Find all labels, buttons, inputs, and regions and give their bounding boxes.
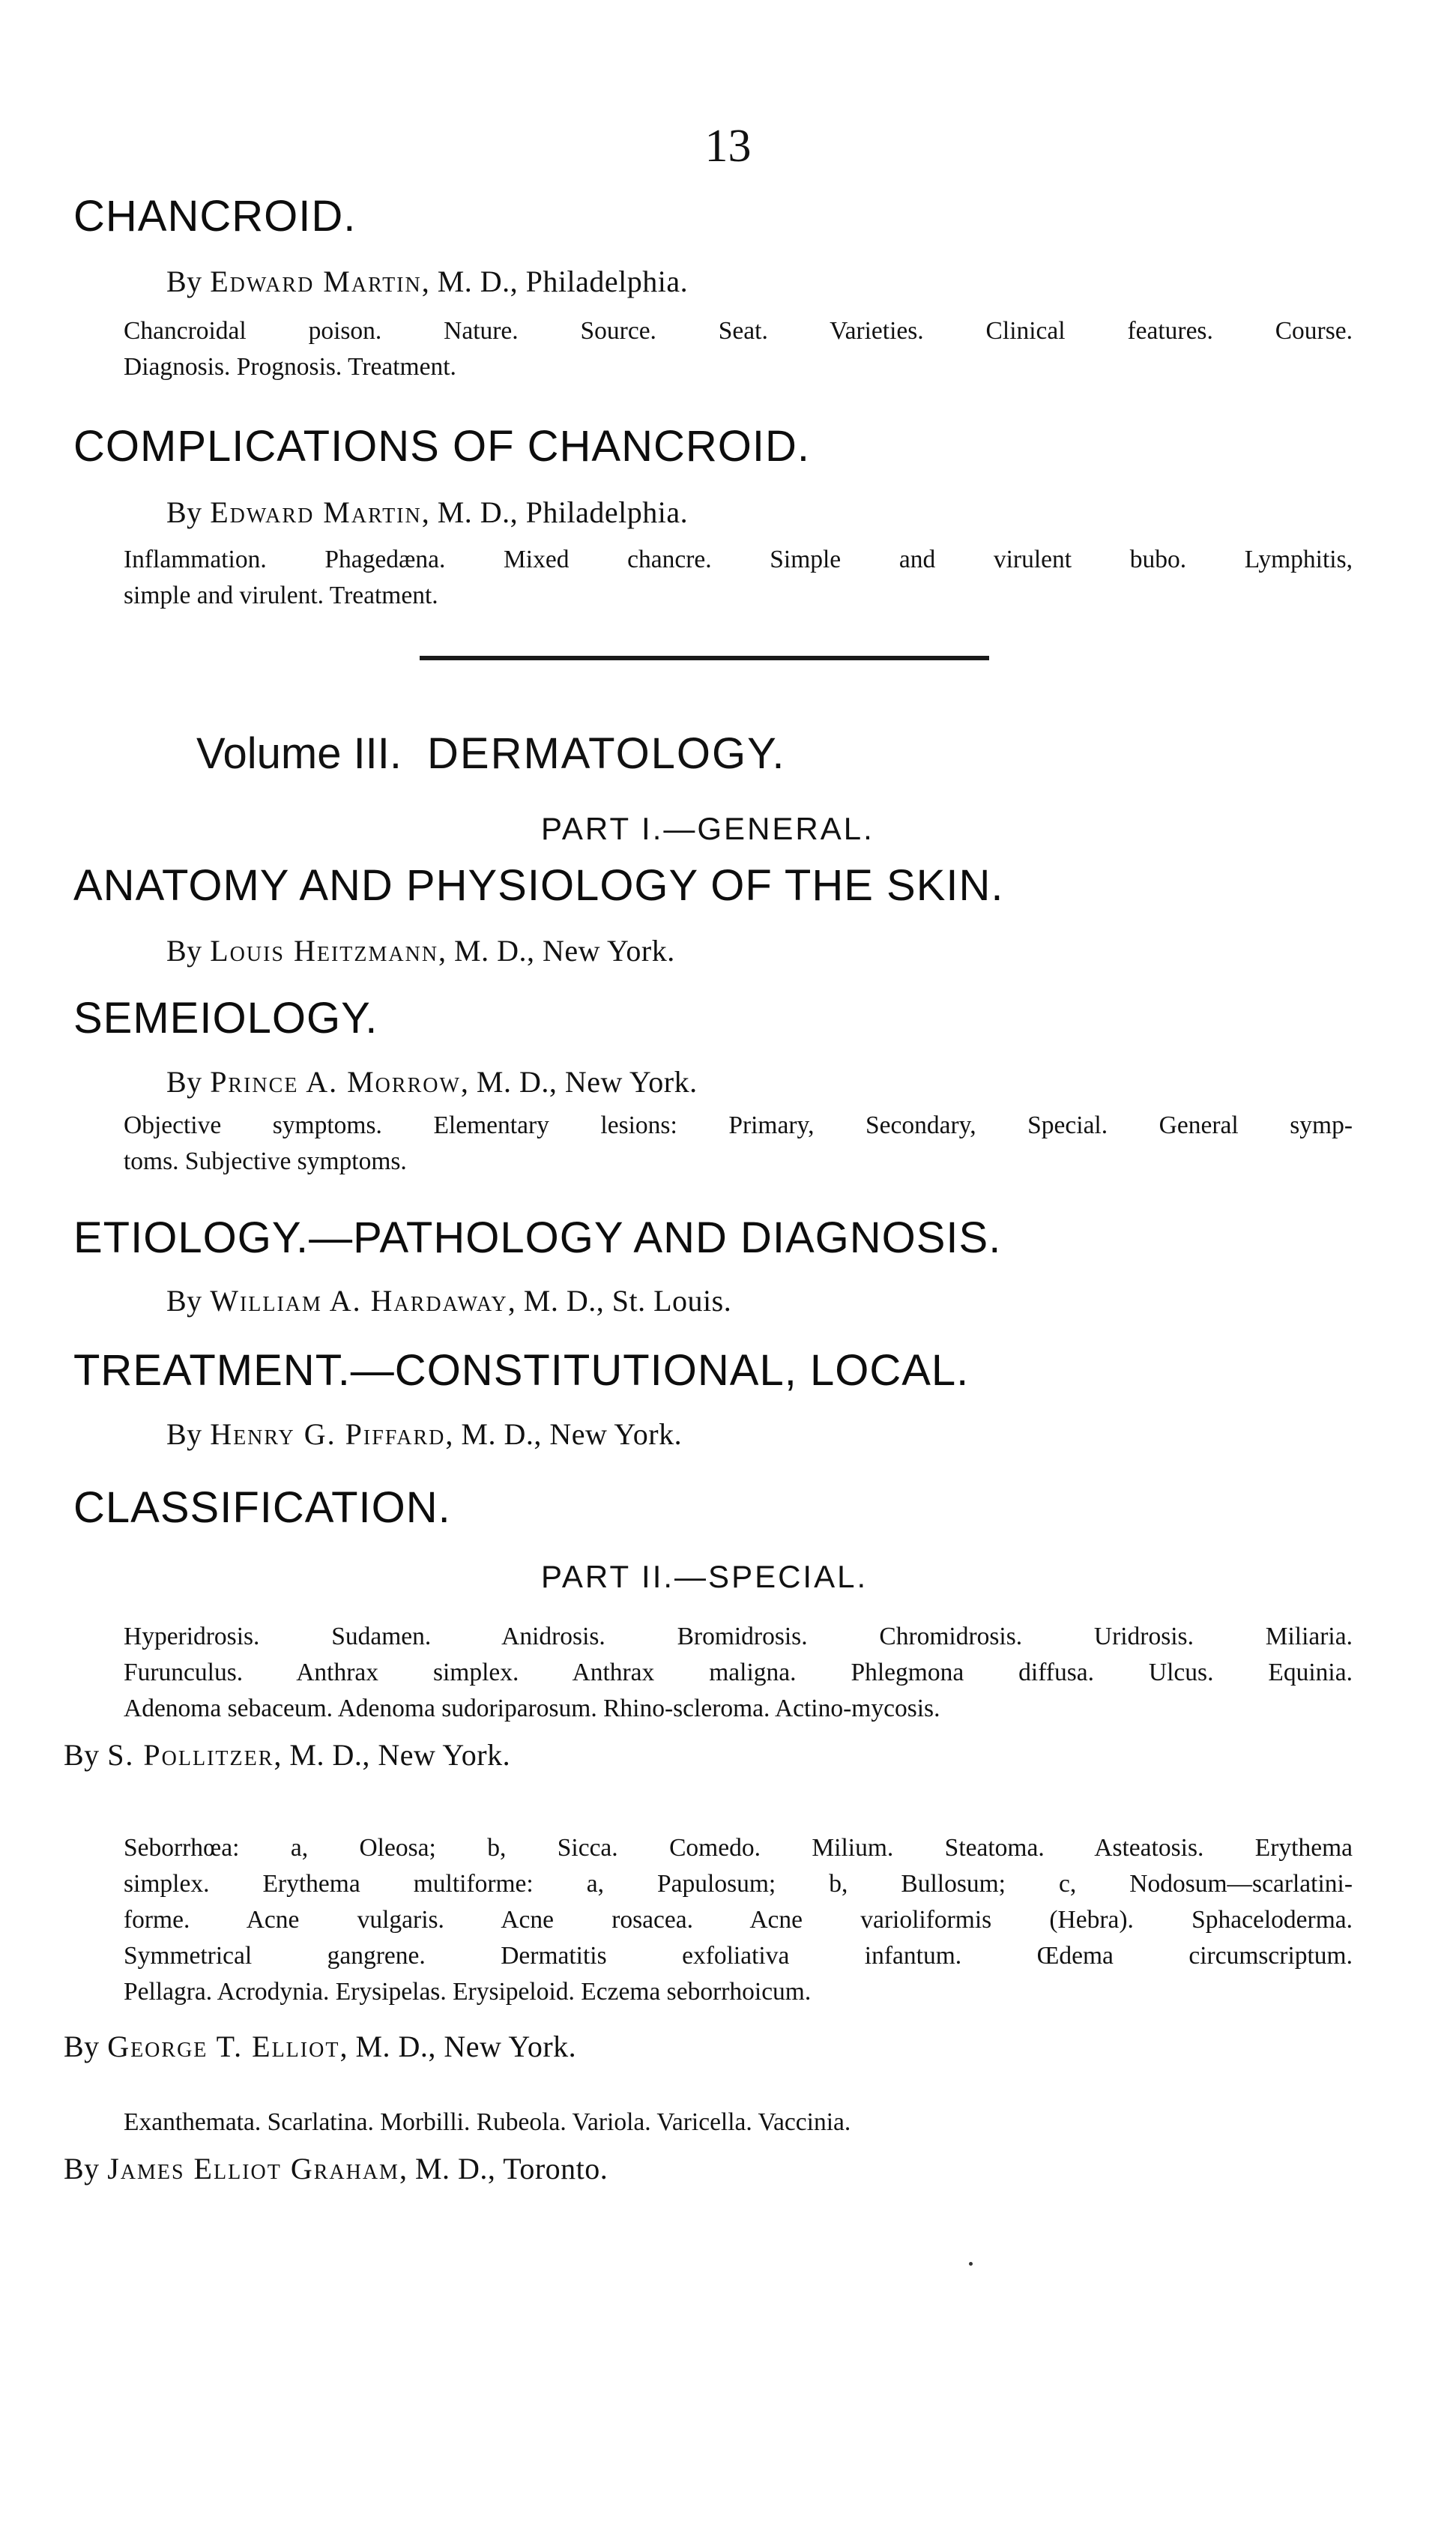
author-name: Edward Martin (210, 495, 422, 529)
author-name: James Elliot Graham (107, 2152, 399, 2185)
volume-heading (196, 728, 786, 779)
byline-special-2: By George T. Elliot, M. D., New York. (64, 2030, 577, 2063)
author-name: Edward Martin (210, 265, 422, 298)
byline-special-3: By James Elliot Graham, M. D., Toronto. (64, 2152, 608, 2185)
section-title-chancroid: CHANCROID. (73, 192, 357, 241)
author-name: William A. Hardaway (210, 1284, 508, 1318)
topics-semeiology: Objective symptoms. Elementary lesions: Primary, Secondary, Special. General symp- toms. Subjective symptoms. (124, 1111, 1353, 1175)
author-name: S. Pollitzer (107, 1738, 274, 1772)
page-number: 13 (704, 121, 752, 172)
topics-complications: Inflammation. Phagedæna. Mixed chancre. Simple and virulent bubo. Lymphitis, simple and virulent. Treatment. (124, 546, 1353, 609)
byline-chancroid: By Edward Martin, M. D., Philadelphia. (166, 265, 689, 298)
topics-special-2: Seborrhœa: a, Oleosa; b, Sicca. Comedo. Milium. Steatoma. Asteatosis. Erythema simplex. Erythema multiforme: a, Papulosum; b, Bullosum; c, Nodosum—scarlatini- forme. Acne vulgaris. Acne rosacea. Acne varioliformis (Hebra). Sphaceloderma. Symmetrical gangrene. Dermatitis exfoliativa infantum. Œdema circumscriptum. Pellagra. Acrodynia. Erysipelas. Erysipeloid. Eczema seborrhoicum. (124, 1834, 1353, 2006)
author-name: Prince A. Morrow (210, 1065, 461, 1099)
topics-special-1: Hyperidrosis. Sudamen. Anidrosis. Bromidrosis. Chromidrosis. Uridrosis. Miliaria. Furunculus. Anthrax simplex. Anthrax maligna. Phlegmona diffusa. Ulcus. Equinia. Adenoma sebaceum. Adenoma sudoriparosum. Rhino-scleroma. Actino-mycosis. (124, 1623, 1353, 1722)
author-name: Henry G. Piffard (210, 1417, 446, 1451)
volume-label: Volume III. (196, 729, 402, 778)
section-divider (420, 656, 989, 660)
part-heading-special: PART II.—SPECIAL. (541, 1559, 869, 1594)
section-title-anatomy: ANATOMY AND PHYSIOLOGY OF THE SKIN. (73, 861, 1004, 910)
stray-mark (969, 2262, 973, 2266)
byline-semeiology: By Prince A. Morrow, M. D., New York. (166, 1065, 698, 1099)
volume-subject: DERMATOLOGY. (427, 729, 786, 778)
section-title-etiology: ETIOLOGY.—PATHOLOGY AND DIAGNOSIS. (73, 1213, 1002, 1262)
author-name: George T. Elliot (107, 2030, 340, 2063)
byline-anatomy: By Louis Heitzmann, M. D., New York. (166, 934, 675, 968)
byline-complications: By Edward Martin, M. D., Philadelphia. (166, 495, 689, 529)
section-title-treatment: TREATMENT.—CONSTITUTIONAL, LOCAL. (73, 1346, 970, 1395)
byline-etiology: By William A. Hardaway, M. D., St. Louis. (166, 1284, 732, 1318)
topics-special-3: Exanthemata. Scarlatina. Morbilli. Rubeola. Variola. Varicella. Vaccinia. (124, 2108, 851, 2136)
topics-chancroid: Chancroidal poison. Nature. Source. Seat. Varieties. Clinical features. Course. Diagnosis. Prognosis. Treatment. (124, 317, 1353, 381)
section-title-semeiology: SEMEIOLOGY. (73, 994, 378, 1043)
section-title-classification: CLASSIFICATION. (73, 1483, 451, 1532)
author-name: Louis Heitzmann (210, 934, 439, 968)
byline-treatment: By Henry G. Piffard, M. D., New York. (166, 1417, 683, 1451)
section-title-complications: COMPLICATIONS OF CHANCROID. (73, 422, 810, 471)
part-heading-general: PART I.—GENERAL. (541, 811, 874, 846)
byline-special-1: By S. Pollitzer, M. D., New York. (64, 1738, 511, 1772)
